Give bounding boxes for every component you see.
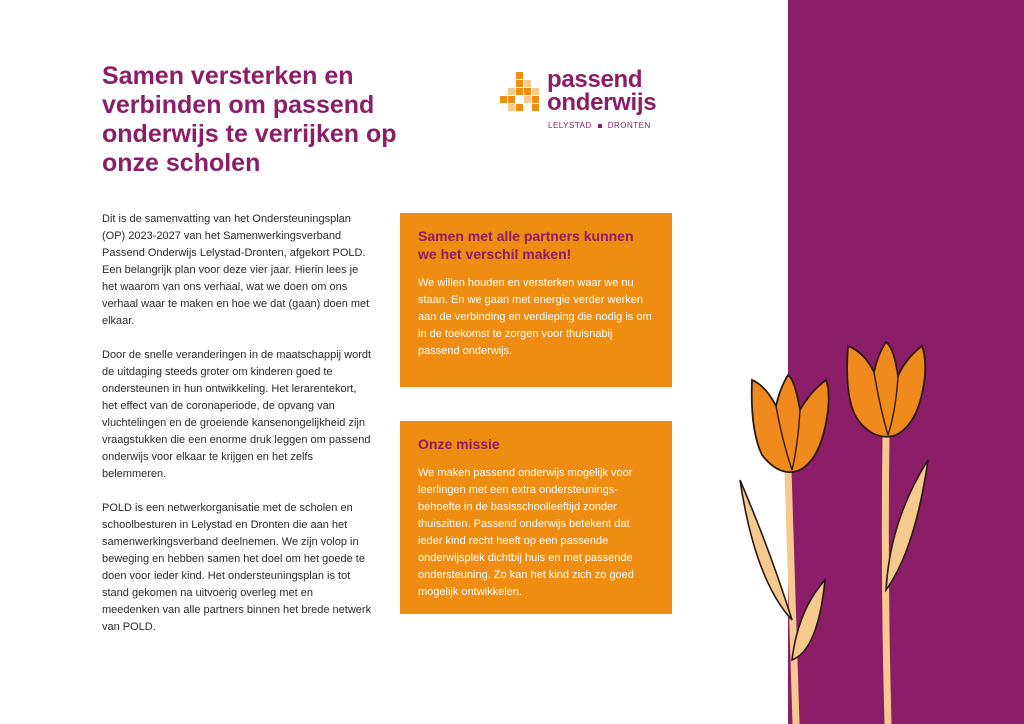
passend-onderwijs-logo bbox=[500, 68, 690, 138]
logo-word-passend: passend bbox=[547, 66, 643, 93]
logo-city-lelystad: LELYSTAD bbox=[548, 121, 592, 130]
intro-paragraph-1: Dit is de samenvatting van het Ondersteuningsplan (OP) 2023-2027 van het Samenwerkingsverband Passend Onderwijs Lelystad-Dronten, afgekort POLD. Een belangrijk plan voor deze vier jaar. Hierin lees je het waarom van ons verhaal, wat we doen om ons verhaal waar te maken en hoe we dat (gaan) doen met elkaar. bbox=[102, 213, 370, 327]
mission-heading: Onze missie bbox=[418, 436, 500, 452]
logo-city-dronten: DRONTEN bbox=[607, 121, 651, 130]
logo-subtitle bbox=[548, 121, 651, 130]
intro-text bbox=[102, 211, 372, 653]
logo-pixel-mark-icon bbox=[500, 72, 542, 114]
intro-paragraph-2: Door de snelle veranderingen in de maatschappij wordt de uitdaging steeds groter om kinderen goed te ondersteunen in hun ontwikkeling. Het lerarentekort, het effect van de coronaperiode, de opvang van vluchtelingen en de groeiende kansenongelijkheid zijn vraagstukken die een enorme druk leggen om passend onderwijs voor elkaar te krijgen en het zelfs belemmeren. bbox=[102, 349, 372, 480]
mission-box bbox=[400, 421, 672, 614]
page-title: Samen versterken en verbinden om passend onderwijs te verrijken op onze scholen bbox=[102, 62, 397, 177]
mission-text: We maken passend onderwijs mogelijk voor leerlingen met een extra ondersteunings-behoefte in de basisschoolleeftijd zonder thuiszitten. Passend onderwijs betekent dat ieder kind recht heeft op een passende onderwijsplek dichtbij huis en met passende ondersteuning. Zo kan het kind zich zo goed mogelijk ontwikkelen. bbox=[418, 467, 634, 598]
tulips-illustration bbox=[700, 320, 1024, 724]
partners-heading: Samen met alle partners kunnen we het verschil maken! bbox=[418, 228, 634, 262]
intro-paragraph-3: POLD is een netwerkorganisatie met de scholen en schoolbesturen in Lelystad en Dronten die aan het samenwerkingsverband deelnemen. We zijn volop in beweging en hebben samen het doel om het goede te doen voor ieder kind. Het ondersteuningsplan is tot stand gekomen na uitvoerig overleg met en meedenken van alle partners binnen het brede netwerk van POLD. bbox=[102, 502, 372, 633]
partners-text: We willen houden en versterken waar we nu staan. En we gaan met energie verder werken aan de verbinding en verdieping die nodig is om in de toekomst te zorgen voor thuisnabij passend onderwijs. bbox=[418, 277, 652, 357]
partners-box bbox=[400, 213, 672, 387]
logo-separator-dot bbox=[598, 124, 602, 128]
logo-word-onderwijs: onderwijs bbox=[547, 89, 657, 116]
